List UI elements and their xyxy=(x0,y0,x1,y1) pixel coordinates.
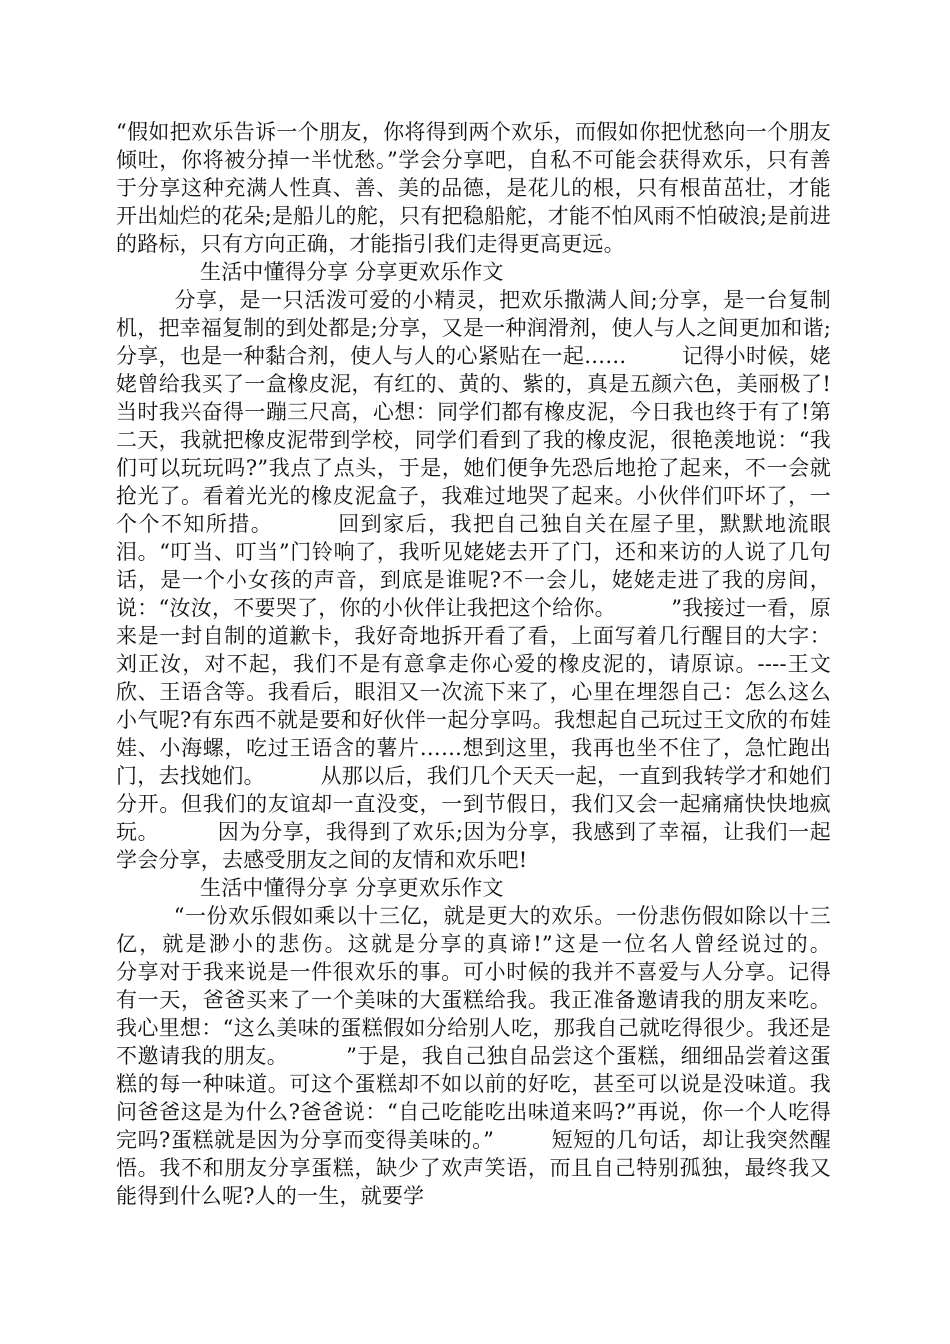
essay-title-1: 生活中懂得分享 分享更欢乐作文 xyxy=(200,260,504,284)
essay-body-1: 分享，是一只活泼可爱的小精灵，把欢乐撒满人间;分享，是一台复制机，把幸福复制的到处都是;分享，又是一种润滑剂，使人与人之间更加和谐;分享，也是一种黏合剂，使人与人的心紧贴在一起…… 记得小时候，姥姥曾给我买了一盒橡皮泥，有红的、黄的、紫的，真是五颜六色，美丽极了!当时我兴奋得一蹦三尺高，心想：同学们都有橡皮泥，今日我也终于有了!第二天，我就把橡皮泥带到学校，同学们看到了我的橡皮泥，很艳羡地说：“我们可以玩玩吗?”我点了点头，于是，她们便争先恐后地抢了起来，不一会就抢光了。看着光光的橡皮泥盒子，我难过地哭了起来。小伙伴们吓坏了，一个个不知所措。 回到家后，我把自己独自关在屋子里，默默地流眼泪。“叮当、叮当”门铃响了，我听见姥姥去开了门，还和来访的人说了几句话，是一个小女孩的声音，到底是谁呢?不一会儿，姥姥走进了我的房间，说：“汝汝，不要哭了，你的小伙伴让我把这个给你。 ”我接过一看，原来是一封自制的道歉卡，我好奇地拆开看了看，上面写着几行醒目的大字：刘正汝，对不起，我们不是有意拿走你心爱的橡皮泥的，请原谅。----王文欣、王语含等。我看后，眼泪又一次流下来了，心里在埋怨自己：怎么这么小气呢?有东西不就是要和好伙伴一起分享吗。我想起自己玩过王文欣的布娃娃、小海螺，吃过王语含的薯片……想到这里，我再也坐不住了，急忙跑出门，去找她们。 从那以后，我们几个天天一起，一直到我转学才和她们分开。但我们的友谊却一直没变，一到节假日，我们又会一起痛痛快快地疯玩。 因为分享，我得到了欢乐;因为分享，我感到了幸福，让我们一起学会分享，去感受朋友之间的友情和欢乐吧! xyxy=(116,288,831,872)
document-page xyxy=(116,118,887,1210)
essay-body-2: “一份欢乐假如乘以十三亿，就是更大的欢乐。一份悲伤假如除以十三亿，就是渺小的悲伤。这就是分享的真谛!”这是一位名人曾经说过的。 分享对于我来说是一件很欢乐的事。可小时候的我并不喜爱与人分享。记得有一天，爸爸买来了一个美味的大蛋糕给我。我正准备邀请我的朋友来吃。我心里想：“这么美味的蛋糕假如分给别人吃，那我自己就吃得很少。我还是不邀请我的朋友。 ”于是，我自己独自品尝这个蛋糕，细细品尝着这蛋糕的每一种味道。可这个蛋糕却不如以前的好吃，甚至可以说是没味道。我问爸爸这是为什么?爸爸说：“自己吃能吃出味道来吗?”再说，你一个人吃得完吗?蛋糕就是因为分享而变得美味的。” 短短的几句话，却让我突然醒悟。我不和朋友分享蛋糕，缺少了欢声笑语，而且自己特别孤独，最终我又能得到什么呢?人的一生，就要学 xyxy=(116,904,887,1208)
essay-title-2: 生活中懂得分享 分享更欢乐作文 xyxy=(200,876,504,900)
intro-paragraph: “假如把欢乐告诉一个朋友，你将得到两个欢乐，而假如你把忧愁向一个朋友倾吐，你将被分掉一半忧愁。”学会分享吧，自私不可能会获得欢乐，只有善于分享这种充满人性真、善、美的品德，是花儿的根，只有根苗茁壮，才能开出灿烂的花朵;是船儿的舵，只有把稳船舵，才能不怕风雨不怕破浪;是前进的路标，只有方向正确，才能指引我们走得更高更远。 xyxy=(116,120,831,256)
